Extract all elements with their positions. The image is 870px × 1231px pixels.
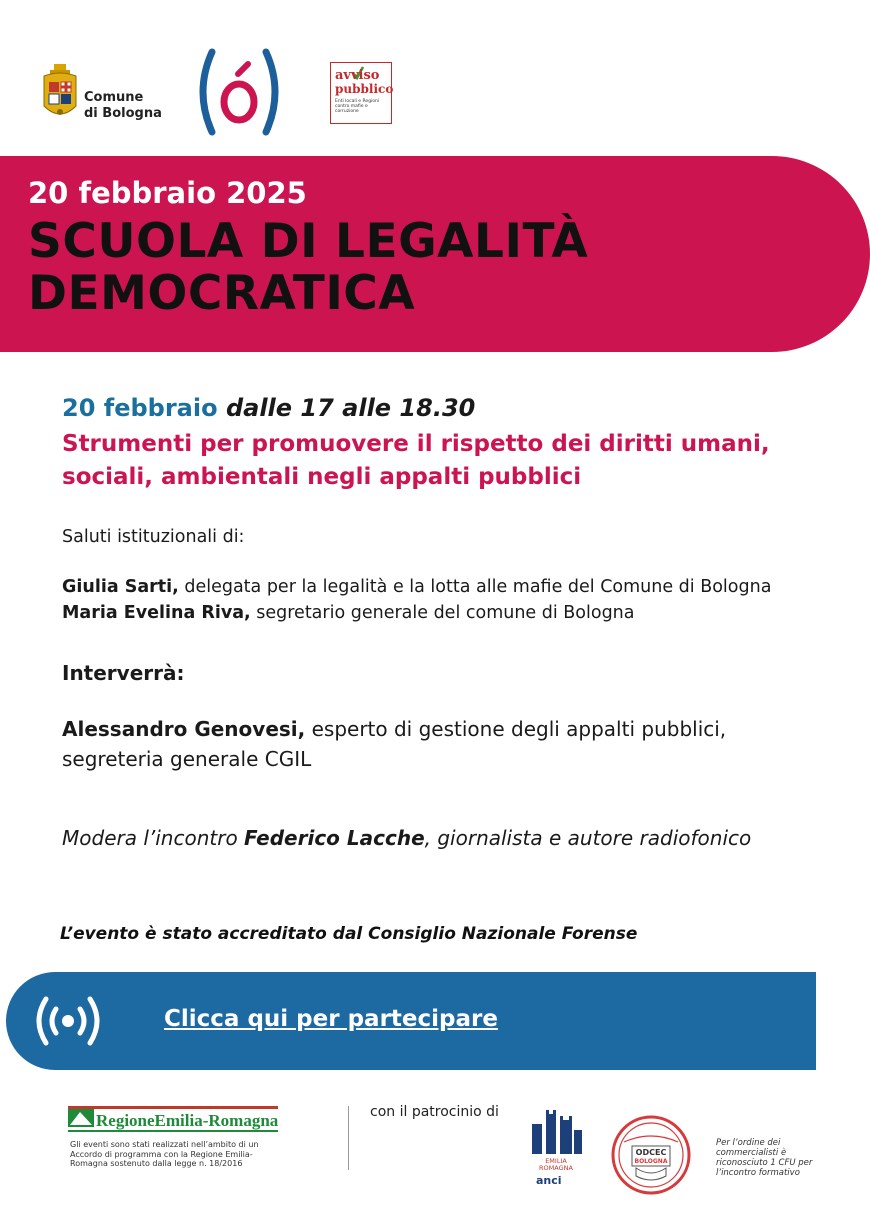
saluti-label: Saluti istituzionali di: (62, 527, 245, 547)
comune-di-bologna-logo (40, 62, 170, 124)
accreditation-note: L’evento è stato accreditato dal Consiglio Nazionale Forense (60, 924, 638, 944)
speaker-name: Maria Evelina Riva, (62, 603, 251, 623)
anci-region-line1: EMILIA (545, 1157, 567, 1165)
subtitle-line1: Strumenti per promuovere il rispetto dei diritti umani, (62, 431, 770, 457)
moderator-prefix: Modera l’incontro (62, 826, 245, 850)
regione-emilia-romagna-logo (68, 1106, 278, 1136)
odcec-book-icon (608, 1112, 694, 1198)
avviso-logo-tagline: Enti locali e Regioni contro mafie e corruzione (335, 99, 380, 114)
anci-region-line2: ROMAGNA (539, 1164, 573, 1172)
anci-tower-icon (526, 1110, 586, 1158)
main-speaker-name: Alessandro Genovesi, (62, 717, 306, 741)
banner-date: 20 febbraio 2025 (28, 176, 307, 210)
avviso-logo-word1: avviso (335, 68, 380, 83)
avviso-logo-word2: pubblico (335, 82, 394, 96)
subtitle-line2: sociali, ambientali negli appalti pubblici (62, 464, 582, 490)
comune-logo-line1: Comune (84, 90, 144, 105)
comune-logo-line2: di Bologna (84, 106, 162, 121)
event-time: dalle 17 alle 18.30 (225, 394, 476, 422)
broadcast-icon (28, 991, 108, 1051)
event-date: 20 febbraio (62, 394, 218, 422)
title-line2: DEMOCRATICA (28, 266, 416, 321)
moderator-suffix: , giornalista e autore radiofonico (424, 826, 752, 850)
title-line1: SCUOLA DI LEGALITÀ (28, 214, 589, 269)
odcec-note: Per l’ordine dei commercialisti è riconosciuto 1 CFU per l’incontro formativo (716, 1138, 813, 1178)
moderator-line (62, 826, 751, 850)
regione-note: Gli eventi sono stati realizzati nell’ambito di un Accordo di programma con la Regione Emilia-Romagna sostenuto dalla legge n. 18/2016 (70, 1140, 259, 1168)
patrocinio-label: con il patrocinio di (370, 1104, 499, 1120)
regione-logo-text: RegioneEmilia-Romagna (96, 1111, 278, 1130)
event-subtitle (62, 428, 842, 494)
odcec-top-text: ODCEC (635, 1148, 667, 1157)
list-item (62, 574, 771, 600)
main-speaker-role-line2: segreteria generale CGIL (62, 747, 312, 771)
parenthesis-logo (196, 48, 282, 136)
participate-bar[interactable] (6, 972, 816, 1070)
comune-crest-icon (40, 62, 80, 124)
speaker-list (62, 574, 771, 626)
moderator-name: Federico Lacche (244, 826, 425, 850)
avviso-pubblico-logo (330, 62, 392, 124)
footer-divider (348, 1106, 349, 1170)
speaker-name: Giulia Sarti, (62, 577, 179, 597)
event-datetime (62, 394, 475, 422)
list-item (62, 600, 771, 626)
speaker-role: segretario generale del comune di Bologna (250, 603, 635, 623)
participate-link[interactable]: Clicca qui per partecipare (164, 1006, 498, 1032)
page-title (28, 216, 588, 320)
speaker-role: delegata per la legalità e la lotta alle mafie del Comune di Bologna (178, 577, 772, 597)
interverra-label: Interverrà: (62, 661, 185, 685)
main-speaker (62, 714, 726, 774)
anci-logo (526, 1110, 586, 1190)
main-speaker-role: esperto di gestione degli appalti pubblici, (305, 717, 727, 741)
odcec-bologna-logo (608, 1112, 694, 1198)
anci-label: anci (536, 1174, 562, 1187)
odcec-bottom-text: BOLOGNA (634, 1158, 668, 1165)
title-banner (0, 156, 870, 352)
